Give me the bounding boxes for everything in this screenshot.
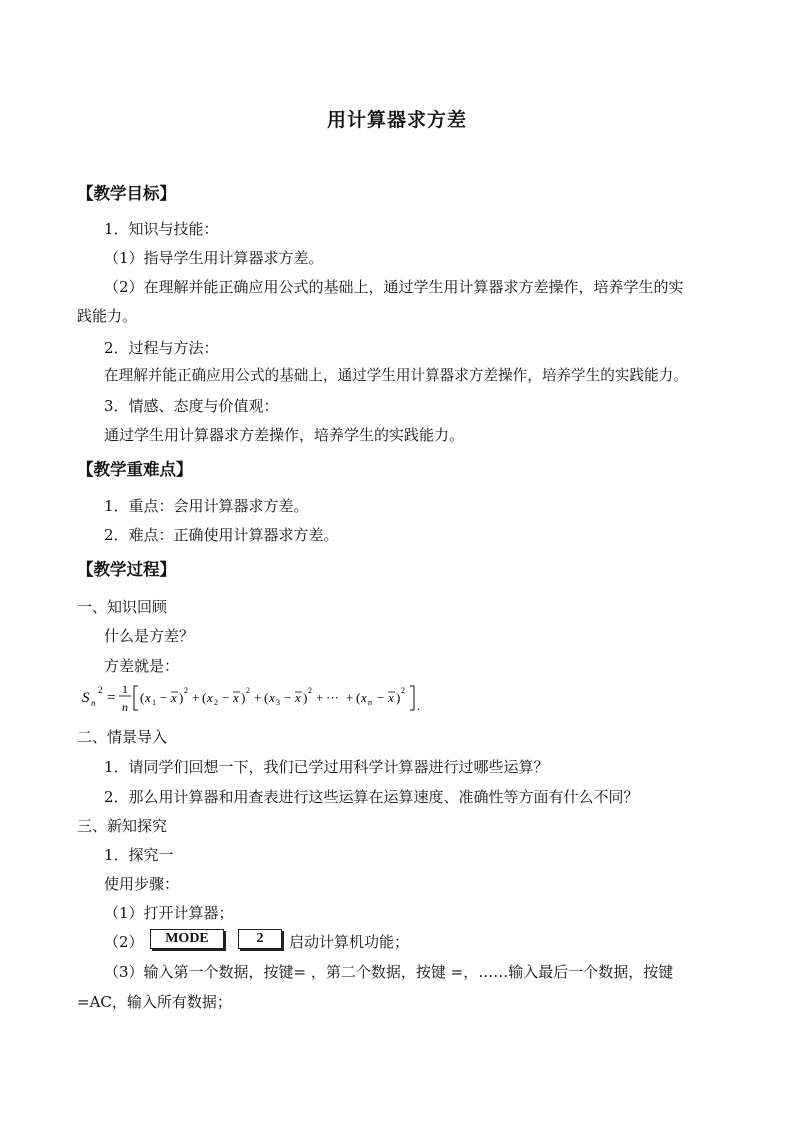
svg-text:x: x	[295, 690, 301, 705]
mode-key: MODE	[150, 929, 224, 949]
svg-text:x: x	[145, 690, 151, 705]
svg-text:x: x	[207, 690, 213, 705]
step-2-suffix: 启动计算机功能；	[289, 933, 410, 951]
svg-text:): )	[396, 690, 401, 705]
svg-text:−: −	[377, 690, 385, 705]
section-heading-process: 【教学过程】	[77, 560, 176, 579]
exploration-1: 1．探究一	[104, 846, 174, 864]
scenario-1: 1．请同学们回想一下，我们已学过用科学计算器进行过哪些运算？	[104, 758, 549, 776]
svg-text:2: 2	[214, 698, 218, 707]
svg-text:3: 3	[276, 698, 280, 707]
formula-eq: =	[107, 690, 116, 706]
svg-text:x: x	[388, 690, 394, 705]
section-heading-goals: 【教学目标】	[77, 184, 176, 203]
usage-steps: 使用步骤：	[104, 875, 180, 893]
svg-text:+: +	[254, 690, 262, 705]
process-part-3: 三、新知探究	[77, 817, 168, 835]
formula-sq: 2	[98, 685, 103, 695]
formula-lhs: S	[82, 690, 90, 706]
step-3-cont: =AC，输入所有数据；	[77, 993, 232, 1011]
svg-text:(: (	[140, 690, 145, 705]
section-heading-key-points: 【教学重难点】	[77, 460, 193, 479]
goal-3: 3．情感、态度与价值观：	[104, 397, 279, 415]
variance-intro: 方差就是：	[104, 657, 180, 675]
goal-1: 1．知识与技能：	[104, 220, 219, 238]
svg-text:−: −	[284, 690, 292, 705]
key-point-1: 1．重点：会用计算器求方差。	[104, 497, 309, 515]
svg-text:2: 2	[246, 686, 250, 695]
svg-text:): )	[179, 690, 184, 705]
goal-3-text: 通过学生用计算器求方差操作，培养学生的实践能力。	[104, 426, 465, 444]
svg-text:n: n	[368, 698, 372, 707]
svg-text:.: .	[417, 698, 421, 713]
svg-text:···: ···	[326, 690, 339, 705]
formula-num: 1	[122, 682, 128, 696]
svg-text:2: 2	[308, 686, 312, 695]
formula-den: n	[122, 700, 128, 714]
svg-text:(: (	[356, 690, 361, 705]
key-point-2: 2．难点：正确使用计算器求方差。	[104, 526, 339, 544]
svg-text:−: −	[222, 690, 230, 705]
formula-sub-n: n	[91, 698, 96, 708]
goal-1-2-cont: 践能力。	[77, 307, 138, 325]
svg-text:): )	[303, 690, 308, 705]
svg-text:): )	[241, 690, 246, 705]
svg-text:x: x	[361, 690, 367, 705]
svg-text:1: 1	[152, 698, 156, 707]
step-3: （3）输入第一个数据，按键= ，第二个数据，按键 =，……输入最后一个数据，按键	[104, 963, 674, 981]
goal-2-text: 在理解并能正确应用公式的基础上，通过学生用计算器求方差操作，培养学生的实践能力。	[104, 367, 688, 384]
goal-2: 2．过程与方法：	[104, 339, 219, 357]
two-key: 2	[238, 929, 282, 949]
step-1: （1）打开计算器；	[104, 904, 234, 922]
svg-text:+: +	[316, 690, 324, 705]
svg-text:2: 2	[401, 686, 405, 695]
step-2-prefix: （2）	[104, 933, 144, 951]
svg-text:+: +	[346, 690, 354, 705]
svg-text:x: x	[269, 690, 275, 705]
svg-text:(: (	[202, 690, 207, 705]
svg-text:x: x	[171, 690, 177, 705]
process-part-1: 一、知识回顾	[77, 598, 168, 616]
page-title: 用计算器求方差	[326, 109, 467, 131]
variance-formula	[82, 682, 462, 718]
goal-1-2: （2）在理解并能正确应用公式的基础上，通过学生用计算器求方差操作，培养学生的实	[104, 278, 684, 296]
process-part-2: 二、情景导入	[77, 728, 168, 746]
svg-text:−: −	[160, 690, 168, 705]
question-text: 什么是方差？	[104, 627, 195, 645]
svg-text:2: 2	[184, 686, 188, 695]
goal-1-1: （1）指导学生用计算器求方差。	[104, 249, 324, 267]
svg-text:x: x	[233, 690, 239, 705]
svg-text:(: (	[264, 690, 269, 705]
scenario-2: 2．那么用计算器和用查表进行这些运算在运算速度、准确性等方面有什么不同？	[104, 788, 639, 806]
svg-text:+: +	[192, 690, 200, 705]
